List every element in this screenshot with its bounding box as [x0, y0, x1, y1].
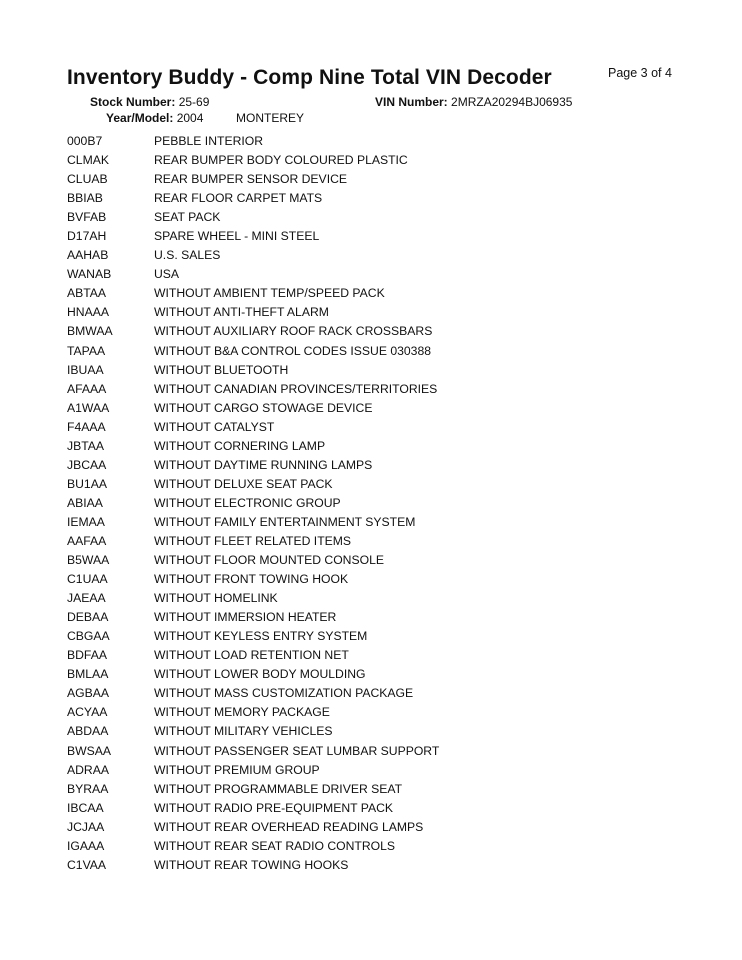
option-description: WITHOUT AMBIENT TEMP/SPEED PACK [154, 286, 385, 301]
option-row [67, 418, 439, 437]
option-description: USA [154, 267, 180, 282]
option-description: WITHOUT CARGO STOWAGE DEVICE [154, 400, 373, 415]
option-description: WITHOUT MEMORY PACKAGE [154, 705, 330, 720]
option-row [67, 837, 439, 856]
option-code: WANAB [67, 267, 112, 282]
option-code: ABTAA [67, 286, 107, 301]
option-description: WITHOUT REAR TOWING HOOKS [154, 857, 349, 872]
option-code: C1UAA [67, 572, 108, 587]
option-description: WITHOUT PASSENGER SEAT LUMBAR SUPPORT [154, 743, 440, 758]
year-model [106, 111, 203, 125]
option-code: CLUAB [67, 172, 108, 187]
option-code: BVFAB [67, 210, 107, 225]
option-code: IGAAA [67, 838, 105, 853]
option-description: WITHOUT RADIO PRE-EQUIPMENT PACK [154, 800, 394, 815]
option-row [67, 380, 439, 399]
option-code: IBCAA [67, 800, 104, 815]
option-description: WITHOUT REAR OVERHEAD READING LAMPS [154, 819, 424, 834]
option-description: WITHOUT LOWER BODY MOULDING [154, 667, 366, 682]
option-row [67, 303, 439, 322]
stock-number-value: 25-69 [178, 95, 210, 109]
option-description: REAR FLOOR CARPET MATS [154, 191, 323, 206]
option-description: SEAT PACK [154, 210, 221, 225]
option-code: JBCAA [67, 457, 107, 472]
option-code: ADRAA [67, 762, 109, 777]
model-value: MONTEREY [236, 111, 305, 125]
page-number: Page 3 of 4 [608, 66, 672, 80]
option-description: PEBBLE INTERIOR [154, 134, 264, 148]
vin-number [375, 95, 572, 109]
option-code: AGBAA [67, 686, 109, 701]
option-code: 000B7 [67, 134, 103, 148]
option-row [67, 818, 439, 837]
option-row [67, 703, 439, 722]
stock-number-label: Stock Number: [90, 95, 176, 109]
option-description: WITHOUT PROGRAMMABLE DRIVER SEAT [154, 781, 403, 796]
option-code: ABDAA [67, 724, 109, 739]
option-row [67, 132, 439, 151]
option-row [67, 475, 439, 494]
option-description: WITHOUT AUXILIARY ROOF RACK CROSSBARS [154, 324, 433, 339]
option-code: IBUAA [67, 362, 104, 377]
option-row [67, 456, 439, 475]
option-row [67, 722, 439, 741]
option-description: WITHOUT IMMERSION HEATER [154, 610, 337, 625]
option-description: WITHOUT MASS CUSTOMIZATION PACKAGE [154, 686, 414, 701]
option-description: WITHOUT CANADIAN PROVINCES/TERRITORIES [154, 381, 438, 396]
option-description: WITHOUT REAR SEAT RADIO CONTROLS [154, 838, 396, 853]
option-row [67, 494, 439, 513]
option-code: TAPAA [67, 343, 106, 358]
option-code: D17AH [67, 229, 107, 244]
option-code: A1WAA [67, 400, 110, 415]
option-description: WITHOUT ELECTRONIC GROUP [154, 495, 341, 510]
year-model-label: Year/Model: [106, 111, 174, 125]
option-code: AFAAA [67, 381, 107, 396]
option-code: B5WAA [67, 553, 110, 568]
option-code-list [67, 132, 439, 875]
option-description: WITHOUT DELUXE SEAT PACK [154, 476, 333, 491]
option-row [67, 170, 439, 189]
option-description: WITHOUT FLOOR MOUNTED CONSOLE [154, 553, 384, 568]
option-code: BMWAA [67, 324, 113, 339]
option-description: WITHOUT CORNERING LAMP [154, 438, 326, 453]
option-description: WITHOUT ANTI-THEFT ALARM [154, 305, 329, 320]
option-code: BWSAA [67, 743, 112, 758]
option-row [67, 551, 439, 570]
option-row [67, 532, 439, 551]
option-description: WITHOUT FRONT TOWING HOOK [154, 572, 349, 587]
option-row [67, 742, 439, 761]
vin-number-value: 2MRZA20294BJ06935 [451, 95, 573, 109]
option-row [67, 189, 439, 208]
option-row [67, 665, 439, 684]
option-code: ACYAA [67, 705, 108, 720]
option-description: WITHOUT MILITARY VEHICLES [154, 724, 333, 739]
option-code: JCJAA [67, 819, 105, 834]
option-row [67, 265, 439, 284]
option-row [67, 437, 439, 456]
option-row [67, 246, 439, 265]
option-code: F4AAA [67, 419, 106, 434]
option-row [67, 589, 439, 608]
option-row [67, 361, 439, 380]
option-description: WITHOUT FLEET RELATED ITEMS [154, 533, 352, 548]
option-row [67, 799, 439, 818]
option-row [67, 570, 439, 589]
option-row [67, 342, 439, 361]
option-description: WITHOUT BLUETOOTH [154, 362, 289, 377]
vin-number-label: VIN Number: [375, 95, 448, 109]
option-row [67, 322, 439, 341]
option-code: BMLAA [67, 667, 109, 682]
year-value: 2004 [176, 111, 204, 125]
option-code: C1VAA [67, 857, 107, 872]
option-row [67, 627, 439, 646]
option-code: AAHAB [67, 248, 109, 263]
option-row [67, 208, 439, 227]
option-code: DEBAA [67, 610, 109, 625]
option-description: SPARE WHEEL - MINI STEEL [154, 229, 320, 244]
option-description: WITHOUT HOMELINK [154, 591, 278, 606]
option-description: REAR BUMPER BODY COLOURED PLASTIC [154, 153, 408, 168]
option-code: JBTAA [67, 438, 105, 453]
option-row [67, 684, 439, 703]
option-code: BYRAA [67, 781, 109, 796]
option-code: BDFAA [67, 648, 107, 663]
option-row [67, 227, 439, 246]
option-code: ABIAA [67, 495, 103, 510]
option-code: JAEAA [67, 591, 106, 606]
option-description: WITHOUT KEYLESS ENTRY SYSTEM [154, 629, 368, 644]
option-code: CBGAA [67, 629, 110, 644]
option-code: AAFAA [67, 533, 107, 548]
option-description: REAR BUMPER SENSOR DEVICE [154, 172, 348, 187]
option-row [67, 399, 439, 418]
option-row [67, 608, 439, 627]
option-description: WITHOUT CATALYST [154, 419, 275, 434]
option-code: BU1AA [67, 476, 107, 491]
option-code: BBIAB [67, 191, 103, 206]
option-row [67, 856, 439, 875]
option-description: U.S. SALES [154, 248, 221, 263]
option-code: CLMAK [67, 153, 109, 168]
option-row [67, 284, 439, 303]
option-row [67, 513, 439, 532]
option-description: WITHOUT B&A CONTROL CODES ISSUE 030388 [154, 343, 432, 358]
option-row [67, 761, 439, 780]
option-row [67, 780, 439, 799]
option-description: WITHOUT FAMILY ENTERTAINMENT SYSTEM [154, 514, 416, 529]
option-description: WITHOUT DAYTIME RUNNING LAMPS [154, 457, 373, 472]
option-row [67, 646, 439, 665]
option-description: WITHOUT LOAD RETENTION NET [154, 648, 349, 663]
option-description: WITHOUT PREMIUM GROUP [154, 762, 320, 777]
stock-number [90, 95, 209, 109]
option-code: IEMAA [67, 514, 105, 529]
option-code: HNAAA [67, 305, 109, 320]
option-row [67, 151, 439, 170]
page-title: Inventory Buddy - Comp Nine Total VIN Decoder [67, 66, 552, 89]
